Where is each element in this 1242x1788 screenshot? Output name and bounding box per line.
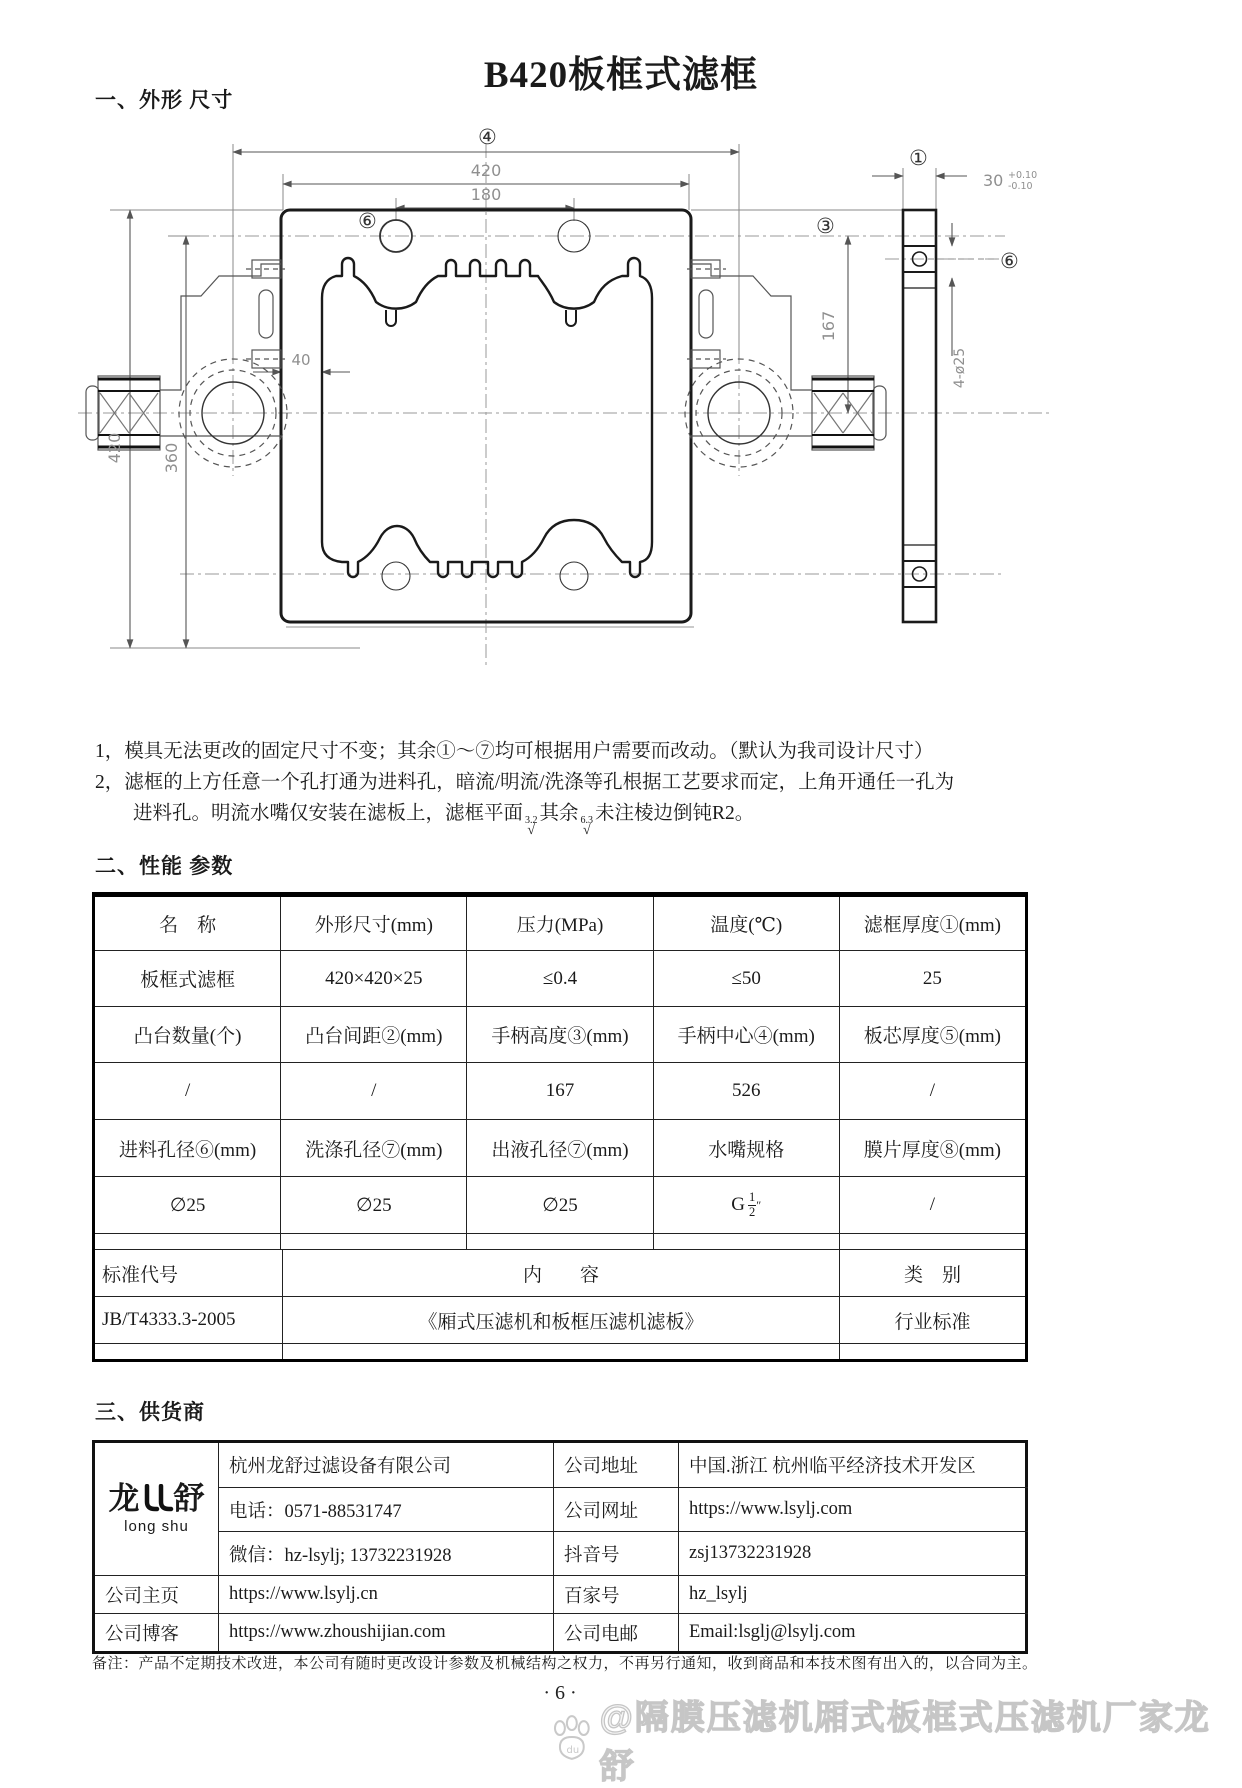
spacer-cell bbox=[466, 1234, 652, 1249]
dim-180: 180 bbox=[470, 185, 502, 204]
company-name: 杭州龙舒过滤设备有限公司 bbox=[218, 1443, 553, 1487]
perf-v-pressure: ≤0.4 bbox=[466, 951, 652, 1006]
footer-remark: 备注：产品不定期技术改进，本公司有随时更改设计参数及机械结构之权力，不再另行通知，收到商品和本技术图有出入的，以合同为主。 bbox=[92, 1656, 1038, 1672]
perf-header-row-2 bbox=[95, 1006, 1025, 1062]
spacer-cell bbox=[282, 1344, 839, 1359]
supplier-table bbox=[92, 1440, 1028, 1654]
website-value: https://www.lsylj.com bbox=[678, 1487, 1028, 1531]
section-heading-performance: 二、性能 参数 bbox=[95, 854, 234, 878]
paw-icon-text: du bbox=[566, 1744, 580, 1756]
page-title: B420板框式滤框 bbox=[483, 55, 759, 96]
technical-drawing bbox=[0, 118, 1242, 678]
perf-h-pressure: 压力(MPa) bbox=[466, 897, 652, 950]
dim-30-tol-plus: +0.10 bbox=[1008, 170, 1038, 181]
note-line-3 bbox=[133, 798, 1155, 838]
perf-v-feed-hole: ∅25 bbox=[169, 1194, 206, 1216]
cavity-notches bbox=[386, 310, 576, 326]
perf-h-size: 外形尺寸(mm) bbox=[280, 897, 466, 950]
perf-h-feed-hole: 进料孔径⑥(mm) bbox=[118, 1139, 257, 1161]
logo-char-right: 舒 bbox=[173, 1481, 205, 1516]
perf-v-outlet-hole: ∅25 bbox=[466, 1177, 652, 1233]
section-heading-supplier: 三、供货商 bbox=[95, 1400, 205, 1424]
website-label: 公司网址 bbox=[553, 1487, 678, 1531]
note-line-2: 2，滤框的上方任意一个孔打通为进料孔，暗流/明流/洗涤等孔根据工艺要求而定，上角开通任一孔为 bbox=[95, 772, 955, 793]
perf-v-handle-center: 526 bbox=[653, 1063, 839, 1119]
watermark-text: @隔膜压滤机厢式板框式压滤机厂家龙舒 bbox=[599, 1699, 1211, 1786]
perf-value-row-3 bbox=[95, 1176, 1025, 1233]
blog-value: https://www.zhoushijian.com bbox=[218, 1613, 553, 1651]
perf-header-row-1 bbox=[95, 897, 1025, 950]
homepage-label: 公司主页 bbox=[95, 1575, 218, 1613]
drawing-notes bbox=[95, 736, 1155, 838]
perf-h-outlet-hole: 出液孔径⑦(mm) bbox=[466, 1120, 652, 1176]
nozzle-fraction: $\frac{1}{2}$ bbox=[748, 1190, 756, 1219]
perf-v-core-thickness: / bbox=[839, 1063, 1025, 1119]
perf-h-nozzle-spec: 水嘴规格 bbox=[653, 1120, 839, 1176]
baijiahao-label: 百家号 bbox=[553, 1575, 678, 1613]
ref-3-label: ③ bbox=[816, 214, 835, 238]
standard-spacer-row bbox=[95, 1343, 1025, 1359]
std-h-code: 标准代号 bbox=[102, 1264, 179, 1286]
note-3-post: 未注棱边倒钝R2。 bbox=[595, 803, 755, 824]
nozzle-unit: ″ bbox=[756, 1197, 762, 1212]
dim-40: 40 bbox=[291, 351, 311, 369]
spacer-cell bbox=[280, 1234, 466, 1249]
std-h-content: 内 容 bbox=[282, 1250, 839, 1296]
perf-value-row-2 bbox=[95, 1062, 1025, 1119]
logo-en-text: long shu bbox=[124, 1518, 189, 1535]
email-value: Email:lsglj@lsylj.com bbox=[678, 1613, 1028, 1651]
std-v-content: 《厢式压滤机和板框压滤机滤板》 bbox=[282, 1297, 839, 1343]
frame-side-view bbox=[903, 210, 936, 622]
blog-label: 公司博客 bbox=[95, 1613, 218, 1651]
nozzle-prefix: G bbox=[731, 1194, 745, 1215]
perf-spacer-row bbox=[95, 1233, 1025, 1249]
dim-420-top: 420 bbox=[470, 161, 502, 180]
section-heading-dimensions: 一、外形 尺寸 bbox=[95, 88, 234, 112]
perf-h-boss-count: 凸台数量(个) bbox=[133, 1026, 242, 1047]
holes-spec-label: 4-ø25 bbox=[952, 347, 968, 389]
ref-6-label: ⑥ bbox=[358, 209, 377, 233]
logo-char-left: 龙 bbox=[108, 1481, 140, 1516]
perf-h-name: 名 称 bbox=[159, 915, 217, 936]
spacer-cell bbox=[839, 1344, 1025, 1359]
perf-v-handle-height: 167 bbox=[466, 1063, 652, 1119]
std-v-code: JB/T4333.3-2005 bbox=[102, 1309, 236, 1330]
cavity-outline bbox=[322, 258, 652, 577]
homepage-value: https://www.lsylj.cn bbox=[218, 1575, 553, 1613]
dim-167: 167 bbox=[819, 310, 838, 342]
perf-h-handle-center: 手柄中心④(mm) bbox=[653, 1007, 839, 1062]
perf-header-row-3 bbox=[95, 1119, 1025, 1176]
note-3-pre: 进料孔。明流水嘴仅安装在滤板上，滤框平面 bbox=[133, 803, 524, 824]
perf-v-temp: ≤50 bbox=[653, 951, 839, 1006]
logo-mark-icon bbox=[140, 1484, 174, 1514]
perf-h-handle-height: 手柄高度③(mm) bbox=[466, 1007, 652, 1062]
wechat-value: 微信：hz-lsylj; 13732231928 bbox=[218, 1531, 553, 1575]
note-line-1: 1，模具无法更改的固定尺寸不变；其余①～⑦均可根据用户需要而改动。（默认为我司设计尺寸） bbox=[95, 741, 934, 762]
perf-h-core-thickness: 板芯厚度⑤(mm) bbox=[839, 1007, 1025, 1062]
perf-v-size: 420×420×25 bbox=[280, 951, 466, 1006]
ref-6-right-label: ⑥ bbox=[1000, 249, 1019, 273]
standard-value-row bbox=[95, 1296, 1025, 1343]
spacer-cell bbox=[95, 1234, 280, 1249]
perf-value-row-1 bbox=[95, 950, 1025, 1006]
perf-v-nozzle-spec bbox=[653, 1177, 839, 1233]
spacer-cell bbox=[653, 1234, 839, 1249]
perf-v-thickness: 25 bbox=[839, 951, 1025, 1006]
address-label: 公司地址 bbox=[553, 1443, 678, 1487]
std-v-category: 行业标准 bbox=[839, 1297, 1025, 1343]
perf-h-membrane: 膜片厚度⑧(mm) bbox=[839, 1120, 1025, 1176]
perf-h-wash-hole: 洗涤孔径⑦(mm) bbox=[280, 1120, 466, 1176]
douyin-label: 抖音号 bbox=[553, 1531, 678, 1575]
page-number: · 6 · bbox=[543, 1682, 577, 1704]
dim-360-left: 360 bbox=[162, 442, 181, 474]
ref-1-label: ① bbox=[909, 146, 928, 170]
ref-4-label: ④ bbox=[478, 125, 497, 149]
email-label: 公司电邮 bbox=[553, 1613, 678, 1651]
spacer-cell bbox=[839, 1234, 1025, 1249]
standard-header-row bbox=[95, 1249, 1025, 1296]
dim-30: 30 bbox=[983, 171, 1004, 190]
spacer-cell bbox=[95, 1344, 282, 1359]
paw-icon bbox=[550, 1714, 596, 1764]
perf-h-thickness: 滤框厚度①(mm) bbox=[839, 897, 1025, 950]
perf-v-name: 板框式滤框 bbox=[140, 970, 236, 991]
perf-v-boss-count: / bbox=[184, 1080, 191, 1101]
handle-right bbox=[685, 260, 886, 467]
perf-v-membrane: / bbox=[839, 1177, 1025, 1233]
std-h-category: 类 别 bbox=[839, 1250, 1025, 1296]
company-logo bbox=[95, 1443, 218, 1575]
perf-v-wash-hole: ∅25 bbox=[280, 1177, 466, 1233]
perf-h-boss-pitch: 凸台间距②(mm) bbox=[280, 1007, 466, 1062]
roughness-symbol-6-3: 6.3 √ bbox=[580, 815, 594, 838]
performance-table bbox=[92, 892, 1028, 1362]
perf-h-temp: 温度(℃) bbox=[653, 897, 839, 950]
note-3-mid: 其余 bbox=[539, 803, 579, 824]
baijiahao-value: hz_lsylj bbox=[678, 1575, 1028, 1613]
address-value: 中国.浙江 杭州临平经济技术开发区 bbox=[678, 1443, 1028, 1487]
watermark bbox=[550, 1690, 1242, 1788]
douyin-value: zsj13732231928 bbox=[678, 1531, 1028, 1575]
dim-30-tol-minus: -0.10 bbox=[1008, 181, 1033, 192]
phone-value: 电话：0571-88531747 bbox=[218, 1487, 553, 1531]
perf-v-boss-pitch: / bbox=[280, 1063, 466, 1119]
dim-420-left: 420 bbox=[105, 432, 124, 464]
roughness-symbol-3-2: 3.2 √ bbox=[525, 815, 538, 838]
